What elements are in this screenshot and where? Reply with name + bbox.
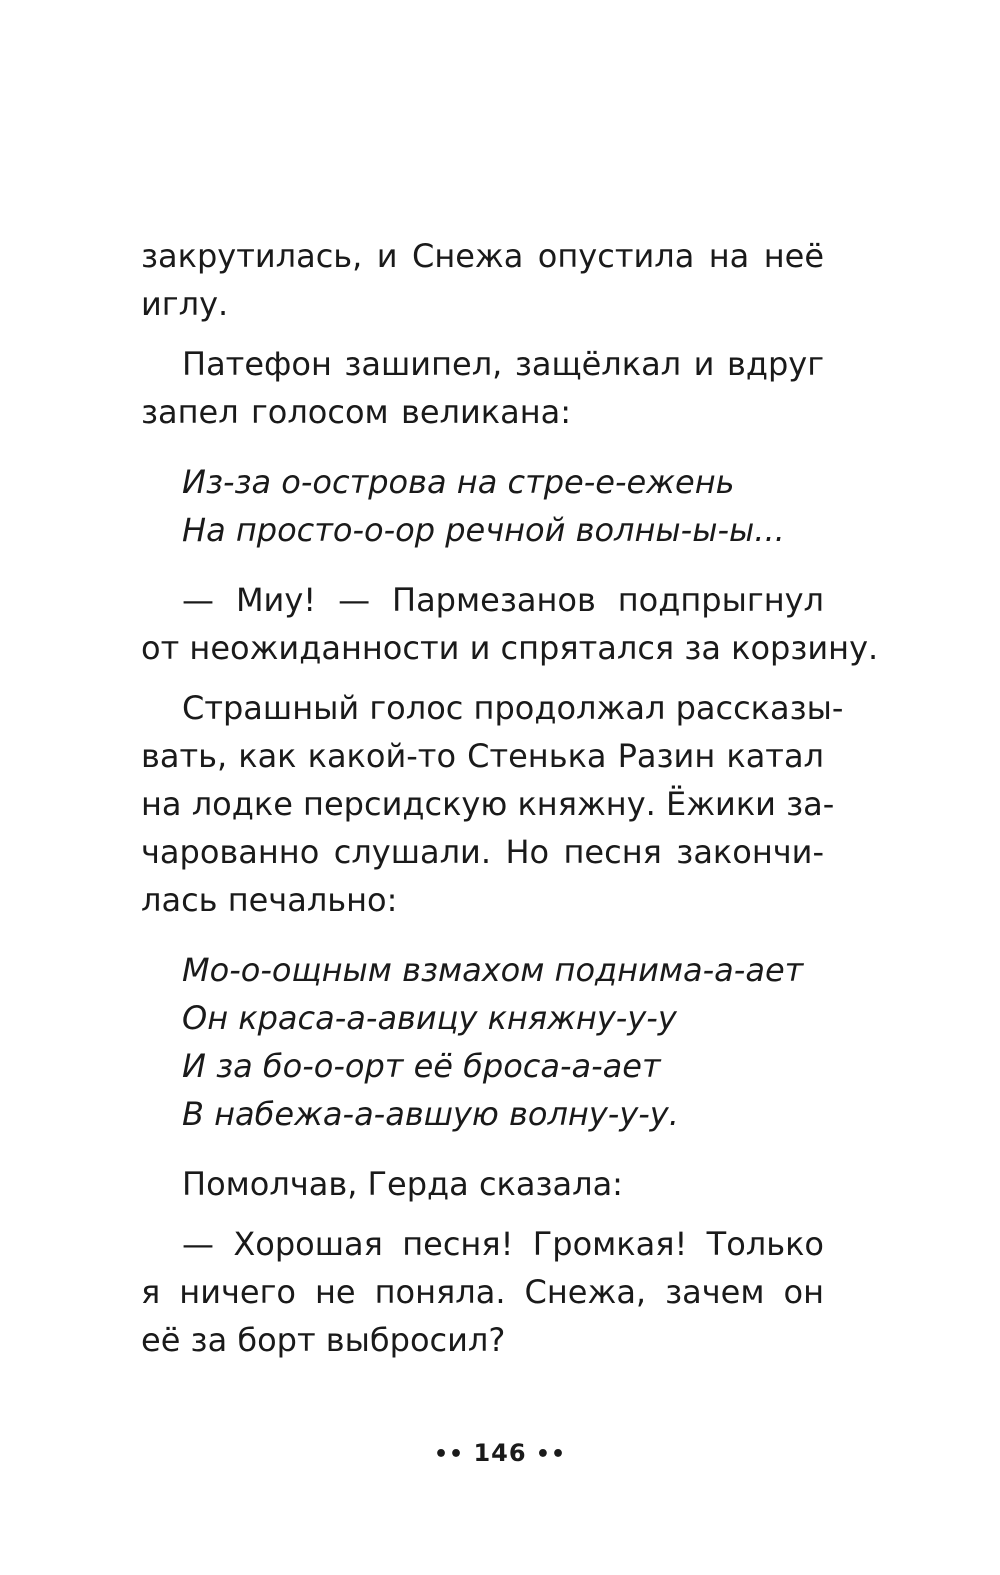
text-line: чарованно слушали. Но песня закончи- — [141, 833, 824, 871]
text-line: закрутилась, и Снежа опустила на неё — [141, 237, 824, 275]
paragraph — [141, 1160, 824, 1208]
page-number-footer — [0, 1438, 1000, 1470]
poem-line: На просто-о-ор речной волны-ы-ы... — [182, 511, 785, 549]
page-number: 146 — [473, 1439, 527, 1467]
text-line: иглу. — [141, 285, 229, 323]
text-line: Помолчав, Герда сказала: — [182, 1165, 623, 1203]
text-line: запел голосом великана: — [141, 393, 571, 431]
page-body — [141, 232, 879, 1364]
text-line: на лодке персидскую княжну. Ёжики за- — [141, 785, 835, 823]
paragraph — [141, 1220, 824, 1364]
paragraph — [141, 340, 824, 436]
paragraph — [141, 684, 844, 924]
text-line: я ничего не поняла. Снежа, зачем он — [141, 1273, 824, 1311]
poem-line: И за бо-о-орт её броса-а-ает — [182, 1047, 661, 1085]
poem-line: Из-за о-острова на стре-е-ежень — [182, 463, 735, 501]
poem-stanza — [141, 946, 824, 1138]
text-line: Страшный голос продолжал рассказы- — [182, 689, 844, 727]
text-line: от неожиданности и спрятался за корзину. — [141, 629, 879, 667]
text-line: её за борт выбросил? — [141, 1321, 506, 1359]
ornament-dots-left: •• — [433, 1442, 465, 1467]
paragraph — [141, 232, 824, 328]
poem-line: В набежа-а-авшую волну-у-у. — [182, 1095, 679, 1133]
text-line: вать, как какой-то Стенька Разин катал — [141, 737, 824, 775]
poem-line: Он краса-а-авицу княжну-у-у — [182, 999, 677, 1037]
poem-stanza — [141, 458, 824, 554]
paragraph — [141, 576, 879, 672]
text-line: — Хорошая песня! Громкая! Только — [182, 1225, 824, 1263]
text-line: лась печально: — [141, 881, 398, 919]
poem-line: Мо-о-ощным взмахом поднима-а-ает — [182, 951, 804, 989]
text-line: Патефон зашипел, защёлкал и вдруг — [182, 345, 824, 383]
ornament-dots-right: •• — [535, 1442, 567, 1467]
text-line: — Миу! — Пармезанов подпрыгнул — [182, 581, 824, 619]
